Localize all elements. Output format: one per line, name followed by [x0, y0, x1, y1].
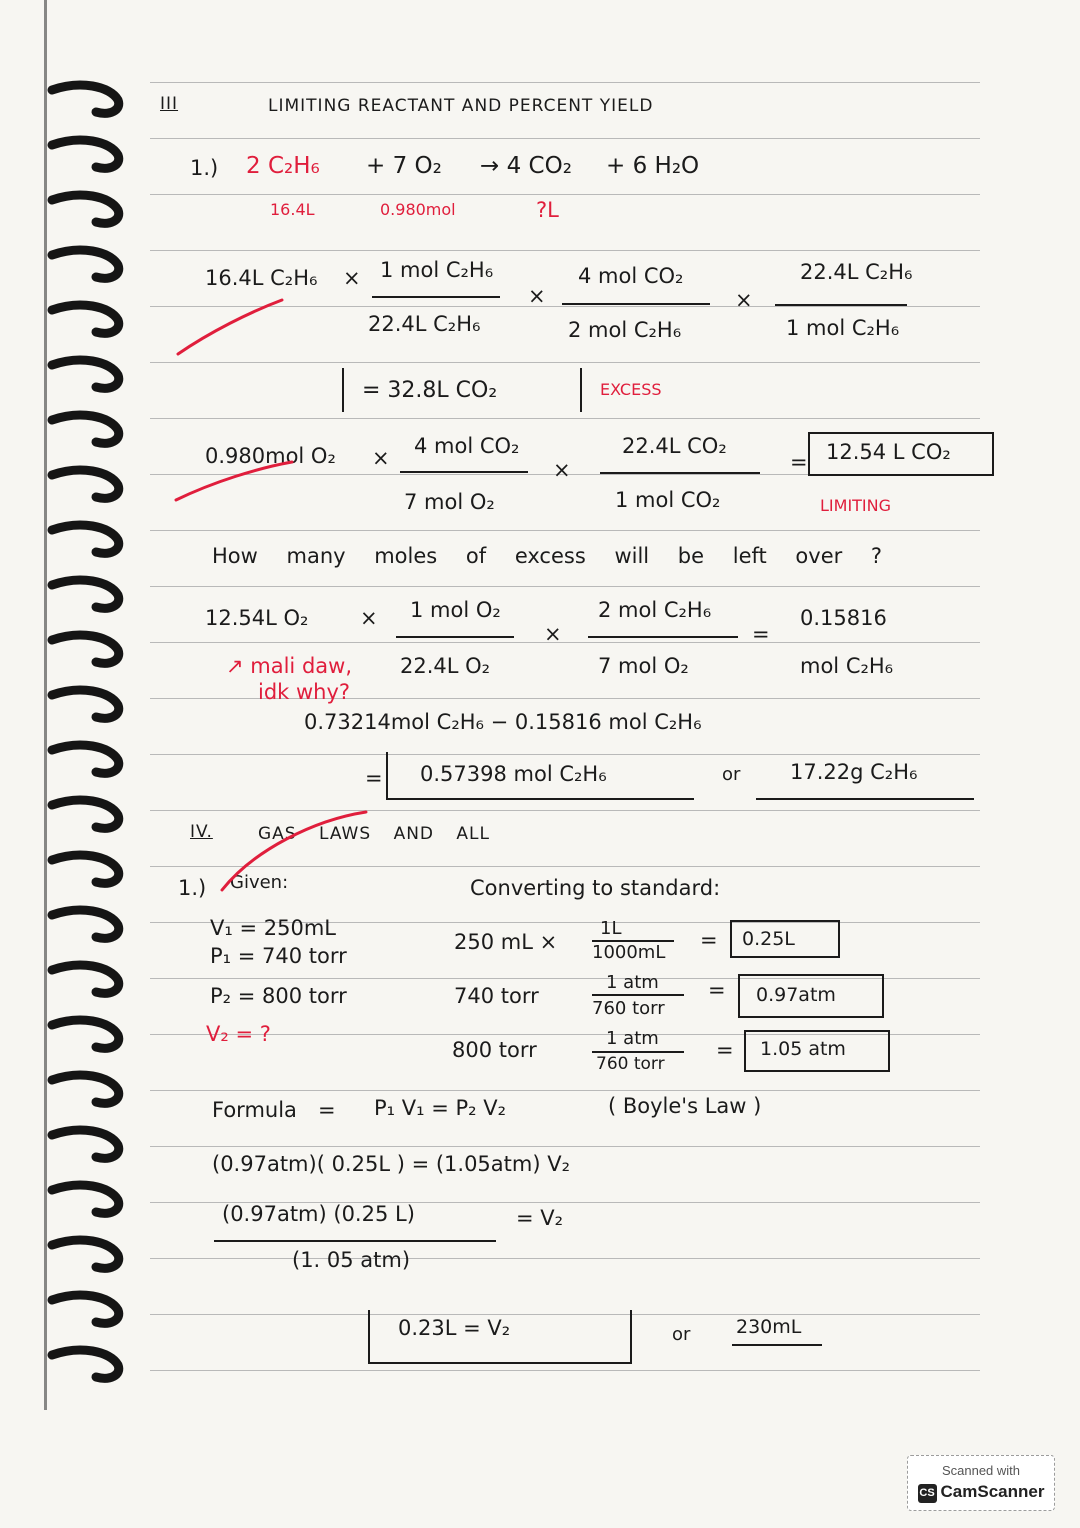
ruled-line: [150, 1146, 980, 1147]
fraction-bar: [592, 994, 684, 996]
given-label: Given:: [230, 872, 289, 893]
calc2-limiting-note: LIMITING: [820, 496, 892, 515]
given-v1: V₁ = 250mL: [210, 916, 336, 940]
watermark-brand-text: CamScanner: [940, 1482, 1045, 1501]
equation-h2o: + 6 H₂O: [606, 153, 700, 179]
given-p1: P₁ = 740 torr: [210, 944, 347, 968]
ruled-line: [150, 418, 980, 419]
calc2-f1-numerator: 4 mol CO₂: [414, 434, 520, 458]
rearranged-equals: = V₂: [516, 1206, 564, 1230]
conv1-result: 0.25L: [742, 928, 795, 950]
ruled-line: [150, 362, 980, 363]
equation-c2h6: 2 C₂H₆: [246, 153, 320, 179]
calc1-f1-numerator: 1 mol C₂H₆: [380, 258, 494, 282]
red-check-mark-icon: [170, 292, 290, 362]
calc2-result: 12.54 L CO₂: [826, 440, 951, 464]
calc1-f1-denominator: 22.4L C₂H₆: [368, 312, 481, 336]
calc1-times-3: ×: [735, 288, 753, 312]
ruled-line: [150, 138, 980, 139]
calc2-start: 0.980mol O₂: [205, 444, 336, 468]
fraction-bar: [592, 1051, 684, 1053]
answer: 0.23L = V₂: [398, 1316, 511, 1340]
calc1-f3-denominator: 1 mol C₂H₆: [786, 316, 900, 340]
red-check-mark-icon: [214, 806, 374, 896]
conv3-lhs: 800 torr: [452, 1038, 537, 1062]
section-4-numeral: IV.: [190, 822, 213, 842]
calc2-equals: =: [790, 450, 808, 474]
calc3-f1-numerator: 1 mol O₂: [410, 598, 501, 622]
final-result: 0.57398 mol C₂H₆: [420, 762, 607, 786]
final-or: or: [722, 764, 741, 785]
problem-number-2: 1.): [178, 876, 207, 900]
calc3-f1-denominator: 22.4L O₂: [400, 654, 491, 678]
ruled-line: [150, 1258, 980, 1259]
given-v2: V₂ = ?: [206, 1022, 271, 1046]
conv1-numerator: 1L: [600, 918, 622, 939]
given-c2h6: 16.4L: [270, 200, 315, 219]
conv1-denominator: 1000mL: [592, 942, 666, 963]
side-note-line-1: ↗ mali daw,: [226, 654, 352, 678]
calc3-start: 12.54L O₂: [205, 606, 309, 630]
section-3-numeral: III: [160, 94, 179, 114]
problem-number: 1.): [190, 156, 219, 180]
given-o2: 0.980mol: [380, 200, 456, 219]
answer-alt-underline: [732, 1344, 822, 1346]
ruled-line: [150, 1370, 980, 1371]
calc1-times-2: ×: [528, 284, 546, 308]
fraction-bar: [775, 304, 907, 306]
calc1-f2-numerator: 4 mol CO₂: [578, 264, 684, 288]
fraction-bar: [400, 471, 528, 473]
formula-label: Formula: [212, 1098, 297, 1122]
final-equals: =: [365, 766, 383, 790]
ruled-line: [150, 194, 980, 195]
calc3-times-2: ×: [544, 622, 562, 646]
section-3-title: LIMITING REACTANT AND PERCENT YIELD: [268, 96, 654, 116]
calc3-f2-denominator: 7 mol O₂: [598, 654, 689, 678]
section-4-title: GAS LAWS AND ALL: [258, 824, 490, 844]
conv3-result: 1.05 atm: [760, 1038, 846, 1060]
formula-law: ( Boyle's Law ): [608, 1094, 762, 1118]
converting-label: Converting to standard:: [470, 876, 721, 900]
subtraction-step: 0.73214mol C₂H₆ − 0.15816 mol C₂H₆: [304, 710, 702, 734]
conv2-result: 0.97atm: [756, 984, 836, 1006]
ruled-line: [150, 530, 980, 531]
calc1-f3-numerator: 22.4L C₂H₆: [800, 260, 913, 284]
conv2-numerator: 1 atm: [606, 972, 659, 993]
calc3-times-1: ×: [360, 606, 378, 630]
ruled-line: [150, 586, 980, 587]
side-note-line-2: idk why?: [258, 680, 351, 704]
ruled-line: [150, 250, 980, 251]
fraction-bar: [396, 636, 514, 638]
conv2-equals: =: [708, 978, 726, 1002]
final-result-alt: 17.22g C₂H₆: [790, 760, 918, 784]
conv1-lhs: 250 mL ×: [454, 930, 558, 954]
equation-o2: + 7 O₂: [366, 153, 442, 179]
answer-alt: 230mL: [736, 1316, 802, 1338]
given-unknown: ?L: [536, 198, 559, 222]
ruled-line: [150, 1090, 980, 1091]
calc3-result-value: 0.15816: [800, 606, 887, 630]
camscanner-logo-icon: CS: [918, 1484, 937, 1503]
calc3-f2-numerator: 2 mol C₂H₆: [598, 598, 712, 622]
formula-equals: =: [318, 1098, 336, 1122]
rearranged-denominator: (1. 05 atm): [292, 1248, 411, 1272]
calc1-start: 16.4L C₂H₆: [205, 266, 318, 290]
calc1-times-1: ×: [343, 266, 361, 290]
answer-or: or: [672, 1324, 691, 1345]
conv3-equals: =: [716, 1038, 734, 1062]
calc2-times-1: ×: [372, 446, 390, 470]
equation-co2: → 4 CO₂: [480, 153, 572, 179]
red-check-mark-icon: [168, 458, 298, 508]
fraction-bar: [372, 296, 500, 298]
conv2-denominator: 760 torr: [592, 998, 665, 1019]
calc2-f2-numerator: 22.4L CO₂: [622, 434, 727, 458]
formula: P₁ V₁ = P₂ V₂: [374, 1096, 507, 1120]
calc2-times-2: ×: [553, 458, 571, 482]
calc2-f1-denominator: 7 mol O₂: [404, 490, 495, 514]
ruled-line: [150, 642, 980, 643]
calc1-f2-denominator: 2 mol C₂H₆: [568, 318, 682, 342]
conv2-lhs: 740 torr: [454, 984, 539, 1008]
substitution-step: (0.97atm)( 0.25L ) = (1.05atm) V₂: [212, 1152, 571, 1176]
given-p2: P₂ = 800 torr: [210, 984, 347, 1008]
calc2-f2-denominator: 1 mol CO₂: [615, 488, 721, 512]
fraction-bar: [562, 303, 710, 305]
fraction-bar: [214, 1240, 496, 1242]
camscanner-watermark: [907, 1455, 1055, 1511]
rearranged-numerator: (0.97atm) (0.25 L): [222, 1202, 415, 1226]
calc3-equals: =: [752, 622, 770, 646]
conv3-denominator: 760 torr: [596, 1054, 665, 1074]
ruled-line: [150, 82, 980, 83]
leftover-question: How many moles of excess will be left over ?: [212, 544, 883, 568]
conv3-numerator: 1 atm: [606, 1028, 659, 1049]
final-result-alt-underline: [756, 798, 974, 800]
calc3-result-unit: mol C₂H₆: [800, 654, 894, 678]
conv1-equals: =: [700, 928, 718, 952]
watermark-caption: Scanned with: [941, 1463, 1021, 1478]
calc1-result: = 32.8L CO₂: [362, 378, 498, 403]
spiral-binding: [0, 0, 140, 1420]
fraction-bar: [600, 472, 760, 474]
fraction-bar: [588, 636, 738, 638]
watermark-brand: [908, 1482, 1054, 1503]
calc1-excess-note: EXCESS: [600, 380, 662, 399]
